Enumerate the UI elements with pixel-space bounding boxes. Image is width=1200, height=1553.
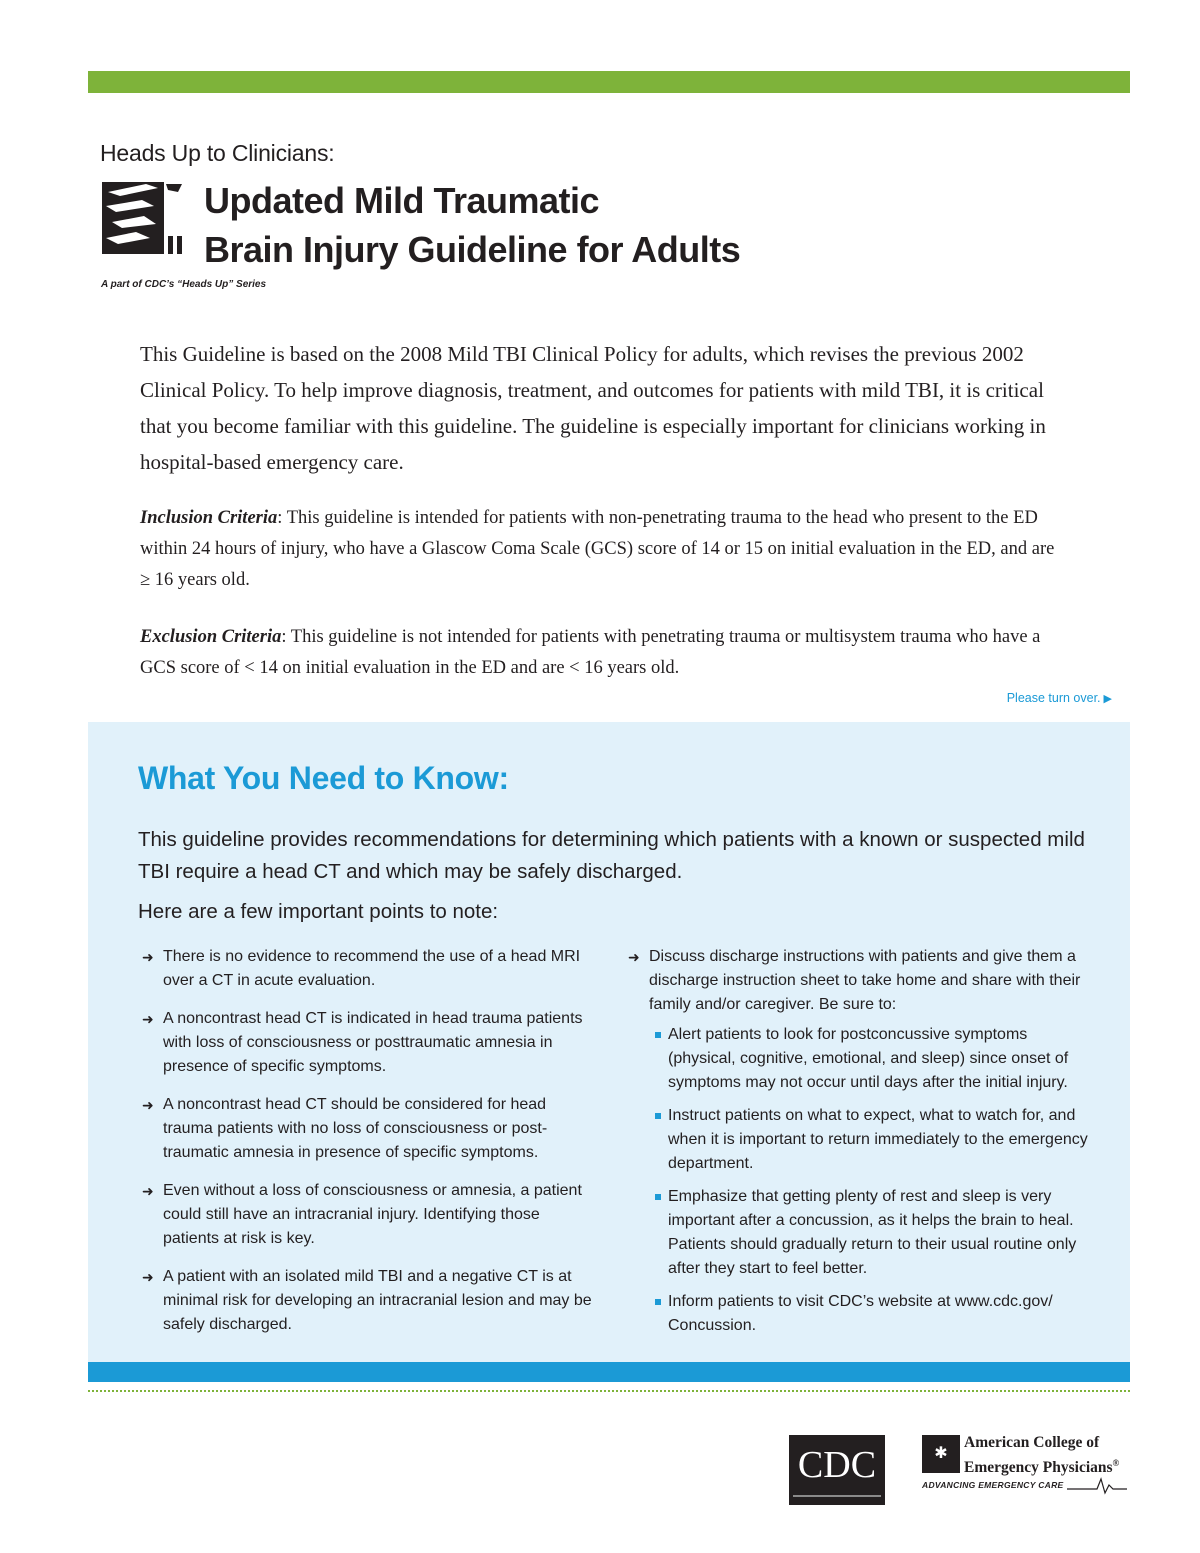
acep-name-line-2: Emergency Physicians bbox=[964, 1459, 1113, 1477]
heartbeat-line-icon bbox=[1067, 1475, 1127, 1495]
list-item bbox=[142, 1265, 592, 1337]
arrow-icon: ➜ bbox=[142, 949, 154, 965]
point-text: Discuss discharge instructions with patients and give them a discharge instruction sheet to take home and share with their family and/or caregiver. Be sure to: bbox=[649, 948, 1081, 1013]
sub-point-text: Alert patients to look for postconcussive symptoms (physical, cognitive, emotional, and sleep) since onset of symptoms may not occur until days after the initial injury. bbox=[668, 1026, 1069, 1091]
inclusion-text: : This guideline is intended for patients with non-penetrating trauma to the head who present to the ED within 24 hours of injury, who have a Glascow Coma Scale (GCS) score of 14 or 15 on initial evaluation in the ED, and are ≥ 16 years old. bbox=[140, 508, 1055, 590]
intro-paragraph: This Guideline is based on the 2008 Mild TBI Clinical Policy for adults, which revises the previous 2002 Clinical Policy. To help improve diagnosis, treatment, and outcomes for patients with mild TBI, it is critical that you become familiar with this guideline. The guideline is especially important for clinicians working in hospital-based emergency care. bbox=[140, 342, 1046, 474]
cdc-logo-rule bbox=[793, 1495, 881, 1497]
point-text: There is no evidence to recommend the use of a head MRI over a CT in acute evaluation. bbox=[163, 948, 581, 989]
sub-point-text: Emphasize that getting plenty of rest and sleep is very important after a concussion, as it helps the brain to heal. Patients should gradually return to their usual routine only after they start to feel better. bbox=[668, 1188, 1077, 1277]
acep-name bbox=[964, 1433, 1119, 1478]
sub-point-text: Inform patients to visit CDC’s website at www.cdc.gov/ Concussion. bbox=[668, 1293, 1053, 1334]
list-item bbox=[628, 945, 1088, 1338]
registered-mark: ® bbox=[1112, 1458, 1120, 1468]
points-list-right bbox=[628, 945, 1088, 1347]
sub-list-item bbox=[649, 1104, 1088, 1176]
square-bullet-icon bbox=[655, 1194, 661, 1200]
section-intro: This guideline provides recommendations for determining which patients with a known or suspected mild TBI require a head CT and which may be safely discharged. bbox=[138, 828, 1085, 883]
sub-list-item bbox=[649, 1185, 1088, 1281]
turn-over-text: Please turn over. bbox=[1006, 691, 1101, 705]
heads-up-logo bbox=[102, 180, 188, 258]
square-bullet-icon bbox=[655, 1299, 661, 1305]
arrow-icon: ➜ bbox=[142, 1011, 154, 1027]
list-item bbox=[142, 1179, 592, 1251]
point-text: A noncontrast head CT is indicated in head trauma patients with loss of consciousness or posttraumatic amnesia in presence of specific symptoms. bbox=[163, 1010, 583, 1075]
point-text: A noncontrast head CT should be considered for head trauma patients with no loss of consciousness or post-traumatic amnesia in presence of specific symptoms. bbox=[163, 1096, 548, 1161]
discharge-sub-list bbox=[649, 1023, 1088, 1338]
point-text: A patient with an isolated mild TBI and a negative CT is at minimal risk for developing an intracranial lesion and may be safely discharged. bbox=[163, 1268, 592, 1333]
list-item bbox=[142, 1093, 592, 1165]
points-heading: Here are a few important points to note: bbox=[138, 900, 499, 923]
acep-tagline: ADVANCING EMERGENCY CARE bbox=[922, 1480, 1064, 1490]
arrow-icon: ➜ bbox=[142, 1183, 154, 1199]
dotted-divider bbox=[88, 1390, 1130, 1392]
arrow-icon: ➜ bbox=[628, 949, 640, 965]
points-list-left bbox=[142, 945, 592, 1351]
acep-logo bbox=[922, 1433, 1132, 1503]
cdc-logo bbox=[789, 1435, 885, 1505]
square-bullet-icon bbox=[655, 1032, 661, 1038]
inclusion-label: Inclusion Criteria bbox=[140, 508, 278, 528]
exclusion-criteria bbox=[140, 622, 1070, 684]
exclusion-text: : This guideline is not intended for patients with penetrating trauma or multisystem trauma who have a GCS score of < 14 on initial evaluation in the ED and are < 16 years old. bbox=[140, 627, 1041, 678]
star-of-life-icon: ✱ bbox=[934, 1445, 948, 1462]
arrow-icon: ➜ bbox=[142, 1097, 154, 1113]
cdc-logo-text: CDC bbox=[797, 1444, 877, 1486]
series-label: Heads Up to Clinicians: bbox=[100, 140, 335, 166]
turn-over-note bbox=[1007, 691, 1112, 705]
exclusion-label: Exclusion Criteria bbox=[140, 627, 282, 647]
sub-list-item bbox=[649, 1023, 1088, 1095]
inclusion-criteria bbox=[140, 503, 1060, 596]
sub-point-text: Instruct patients on what to expect, what to watch for, and when it is important to return immediately to the emergency department. bbox=[668, 1107, 1088, 1172]
acep-name-line-1: American College of bbox=[964, 1434, 1100, 1451]
point-text: Even without a loss of consciousness or amnesia, a patient could still have an intracranial injury. Identifying those patients at risk is key. bbox=[163, 1182, 582, 1247]
bottom-blue-bar bbox=[88, 1362, 1130, 1382]
list-item bbox=[142, 1007, 592, 1079]
sub-list-item bbox=[649, 1290, 1088, 1338]
page-title bbox=[204, 176, 740, 274]
title-line-1: Updated Mild Traumatic bbox=[204, 180, 600, 221]
section-title: What You Need to Know: bbox=[138, 760, 509, 796]
list-item bbox=[142, 945, 592, 993]
title-line-2: Brain Injury Guideline for Adults bbox=[204, 229, 741, 270]
play-arrow-icon: ▶ bbox=[1103, 693, 1112, 705]
arrow-icon: ➜ bbox=[142, 1269, 154, 1285]
top-accent-bar bbox=[88, 71, 1130, 93]
series-note: A part of CDC’s “Heads Up” Series bbox=[101, 279, 267, 290]
square-bullet-icon bbox=[655, 1113, 661, 1119]
